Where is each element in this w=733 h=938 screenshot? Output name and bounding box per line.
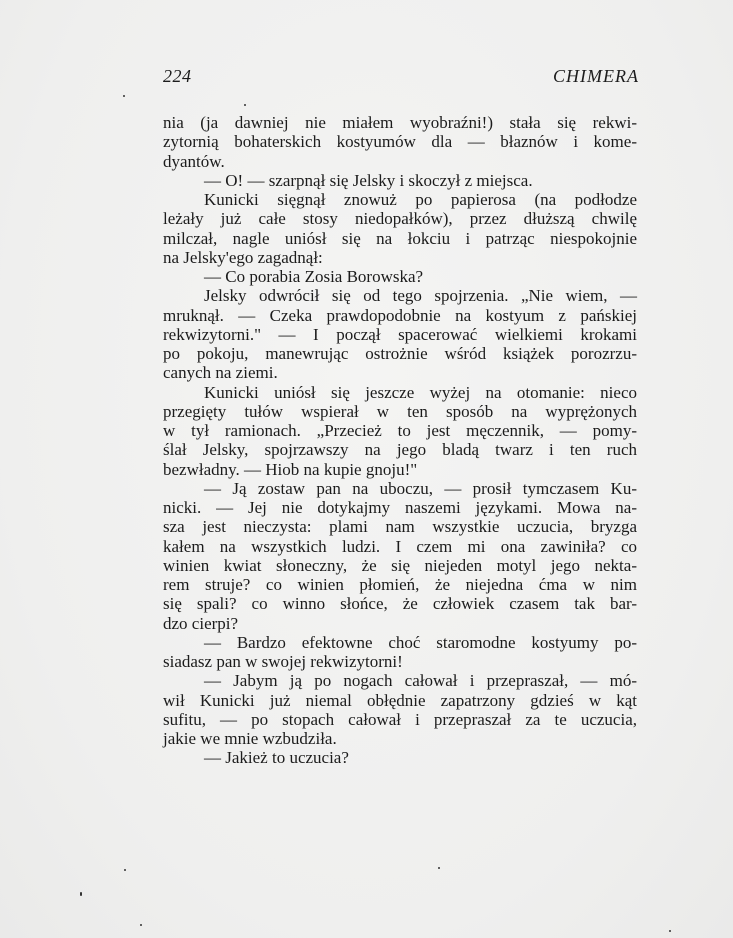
paper-speck xyxy=(669,930,671,932)
text-line: na Jelsky'ego zagadnął: xyxy=(163,247,323,267)
text-line: milczał, nagle uniósł się na łokciu i patrząc niespokojnie xyxy=(163,228,637,248)
text-line: winien kwiat słoneczny, że się niejeden motyl jego nekta- xyxy=(163,555,637,575)
text-line: w tył ramionach. „Przecież to jest męczennik, — pomy- xyxy=(163,421,637,440)
text-line: się spali? co winno słońce, że człowiek czasem tak bar- xyxy=(163,594,637,614)
body-text xyxy=(163,113,637,768)
text-line: bezwładny. — Hiob na kupie gnoju!" xyxy=(163,459,418,479)
text-line: zytornią bohaterskich kostyumów dla — błaznów i kome- xyxy=(163,132,637,152)
text-line: nicki. — Jej nie dotykajmy naszemi językami. Mowa na- xyxy=(163,498,637,517)
text-line: jakie we mnie wzbudziła. xyxy=(163,729,337,748)
text-line: rem struje? co winien płomień, że niejedna ćma w nim xyxy=(163,575,637,594)
page-number: 224 xyxy=(163,66,192,86)
text-line: — Jabym ją po nogach całował i przepraszał, — mó- xyxy=(204,671,637,691)
paper-speck xyxy=(244,104,246,106)
paper-speck xyxy=(438,867,440,869)
text-line: nia (ja dawniej nie miałem wyobraźni!) stała się rekwi- xyxy=(163,113,637,132)
text-line: leżały już całe stosy niedopałków), przez dłuższą chwilę xyxy=(163,209,637,229)
text-line: — Co porabia Zosia Borowska? xyxy=(204,267,424,286)
text-line: sufitu, — po stopach całował i przepraszał za te uczucia, xyxy=(163,709,637,729)
text-line: — O! — szarpnął się Jelsky i skoczył z miejsca. xyxy=(204,170,533,190)
text-line: przegięty tułów wspierał w ten sposób na wyprężonych xyxy=(163,401,637,421)
text-line: — Jakież to uczucia? xyxy=(204,748,349,768)
text-line: wił Kunicki już niemal obłędnie zapatrzony gdzieś w kąt xyxy=(163,690,637,710)
running-title: CHIMERA xyxy=(553,66,639,86)
text-line: mruknął. — Czeka prawdopodobnie na kostyum z pańskiej xyxy=(163,305,637,325)
paper-speck xyxy=(140,924,142,926)
text-line: — Bardzo efektowne choć staromodne kostyumy po- xyxy=(204,632,637,652)
text-line: sza jest nieczysta: plami nam wszystkie uczucia, bryzga xyxy=(163,517,637,537)
text-line: canych na ziemi. xyxy=(163,363,278,383)
paper-speck xyxy=(123,95,125,97)
text-line: Jelsky odwrócił się od tego spojrzenia. „Nie wiem, — xyxy=(204,286,637,306)
text-line: — Ją zostaw pan na uboczu, — prosił tymczasem Ku- xyxy=(204,478,637,498)
text-line: Kunicki sięgnął znowuż po papierosa (na podłodze xyxy=(204,190,637,209)
text-line: po pokoju, manewrując ostrożnie wśród książek porozrzu- xyxy=(163,344,637,363)
text-line: dyantów. xyxy=(163,151,225,171)
text-line: dzo cierpi? xyxy=(163,613,239,633)
text-line: rekwizytorni." — I począł spacerować wielkiemi krokami xyxy=(163,324,637,344)
paper-speck xyxy=(124,869,126,871)
page-header xyxy=(163,66,639,90)
text-line: ślał Jelsky, spojrzawszy na jego bladą twarz i ten ruch xyxy=(163,440,637,460)
text-line: siadasz pan w swojej rekwizytorni! xyxy=(163,652,403,671)
text-line: Kunicki uniósł się jeszcze wyżej na otomanie: nieco xyxy=(204,382,637,402)
paper-speck xyxy=(80,892,82,896)
text-line: kałem na wszystkich ludzi. I czem mi ona zawiniła? co xyxy=(163,536,637,556)
